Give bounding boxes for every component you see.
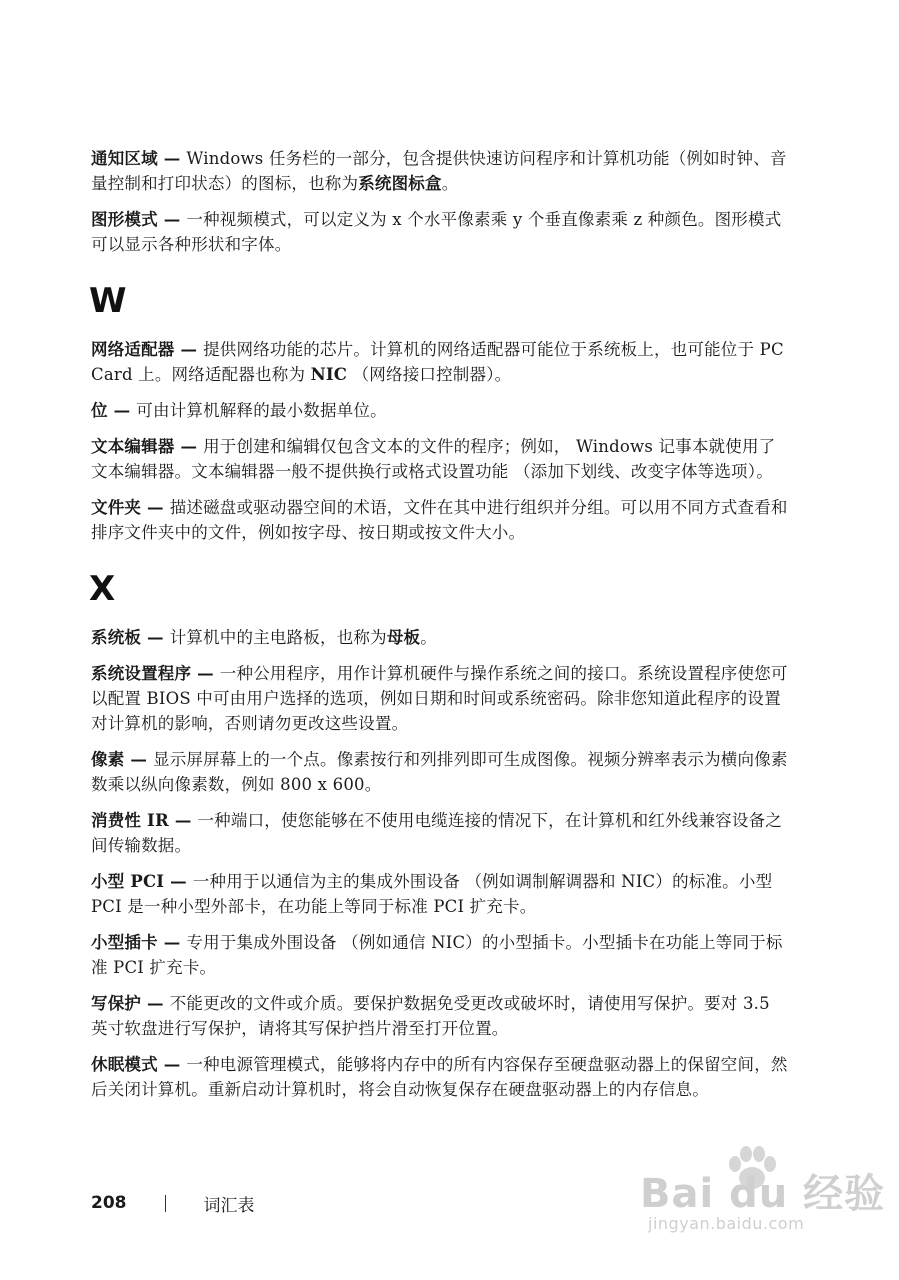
entry-term: 网络适配器 (91, 340, 175, 359)
entry-text: 专用于集成外围设备 （例如通信 NIC）的小型插卡。小型插卡在功能上等同于标准 PCI 扩充卡。 (91, 933, 783, 977)
glossary-entry (91, 434, 791, 484)
entry-term: 休眠模式 (91, 1055, 158, 1074)
entry-text: Windows 任务栏的一部分，包含提供快速访问程序和计算机功能（例如时钟、音量控制和打印状态）的图标，也称为 (91, 149, 787, 193)
page-footer (91, 1188, 255, 1218)
glossary-entry (91, 146, 791, 196)
glossary-entry (91, 661, 791, 736)
entry-text: 显示屏屏幕上的一个点。像素按行和列排列即可生成图像。视频分辨率表示为横向像素数乘以纵向像素数，例如 800 x 600。 (91, 750, 788, 794)
entry-dash: — (107, 401, 137, 420)
entry-term: 通知区域 (91, 149, 158, 168)
glossary-entry (91, 207, 791, 257)
entry-dash: — (157, 149, 187, 168)
entry-emphasis: 母板 (386, 628, 421, 647)
entry-term: 消费性 IR (91, 811, 169, 830)
entry-text-end: 。 (441, 174, 459, 193)
glossary-entry (91, 991, 791, 1041)
entry-text-end: （网络接口控制器）。 (347, 365, 512, 384)
entry-text: 一种端口，使您能够在不使用电缆连接的情况下，在计算机和红外线兼容设备之间传输数据。 (91, 811, 782, 855)
entry-term: 小型 PCI (91, 872, 165, 891)
entry-dash: — (141, 498, 170, 517)
entry-text: 一种电源管理模式，能够将内存中的所有内容保存至硬盘驱动器上的保留空间，然后关闭计算机。重新启动计算机时，将会自动恢复保存在硬盘驱动器上的内存信息。 (91, 1055, 788, 1099)
entry-text: 一种公用程序，用作计算机硬件与操作系统之间的接口。系统设置程序使您可以配置 BIOS 中可由用户选择的选项，例如日期和时间或系统密码。除非您知道此程序的设置对计算机的影响，否则请勿更改这些设置。 (91, 664, 788, 733)
entry-dash: — (124, 750, 153, 769)
entry-dash: — (174, 437, 204, 456)
entry-term: 写保护 (91, 994, 142, 1013)
glossary-entry (91, 1052, 791, 1102)
glossary-entry (91, 398, 791, 423)
watermark-url: jingyan.baidu.com (648, 1214, 805, 1233)
entry-term: 位 (91, 401, 108, 420)
glossary-entry (91, 869, 791, 919)
entry-text: 描述磁盘或驱动器空间的术语，文件在其中进行组织并分组。可以用不同方式查看和排序文件夹中的文件，例如按字母、按日期或按文件大小。 (91, 498, 788, 542)
watermark-brand: Bai du 经验 (640, 1171, 886, 1217)
glossary-entry (91, 808, 791, 858)
entry-term: 系统板 (91, 628, 142, 647)
entry-emphasis: 系统图标盒 (358, 174, 442, 193)
entry-text-end: 。 (420, 628, 437, 647)
entry-dash: — (168, 811, 198, 830)
entry-term: 图形模式 (91, 210, 158, 229)
entry-dash: — (164, 872, 193, 891)
page-number: 208 (91, 1193, 127, 1213)
entry-text: 用于创建和编辑仅包含文本的文件的程序；例如， Windows 记事本就使用了文本编辑器。文本编辑器一般不提供换行或格式设置功能 （添加下划线、改变字体等选项）。 (91, 437, 776, 481)
entry-term: 文件夹 (91, 498, 142, 517)
glossary-content (91, 146, 791, 1113)
entry-text: 一种视频模式，可以定义为 x 个水平像素乘 y 个垂直像素乘 z 种颜色。图形模式可以显示各种形状和字体。 (91, 210, 782, 254)
entry-text: 一种用于以通信为主的集成外围设备 （例如调制解调器和 NIC）的标准。小型 PCI 是一种小型外部卡，在功能上等同于标准 PCI 扩充卡。 (91, 872, 773, 916)
entry-term: 系统设置程序 (91, 664, 192, 683)
entry-dash: — (141, 628, 170, 647)
glossary-entry (91, 495, 791, 545)
entry-text: 计算机中的主电路板，也称为 (169, 628, 387, 647)
entry-dash: — (174, 340, 204, 359)
entry-dash: — (157, 210, 187, 229)
entry-term: 小型插卡 (91, 933, 158, 952)
footer-title: 词汇表 (203, 1195, 255, 1216)
entry-dash: — (191, 664, 220, 683)
entry-term: 文本编辑器 (91, 437, 175, 456)
watermark (640, 1140, 885, 1240)
glossary-entry (91, 625, 791, 650)
entry-dash: — (141, 994, 170, 1013)
entry-term: 像素 (91, 750, 125, 769)
section-heading-w: W (89, 281, 127, 321)
entry-emphasis: NIC (310, 365, 348, 384)
section-heading-x: X (89, 569, 116, 609)
entry-dash: — (157, 933, 187, 952)
entry-text: 不能更改的文件或介质。要保护数据免受更改或破坏时，请使用写保护。要对 3.5 英寸软盘进行写保护，请将其写保护挡片滑至打开位置。 (91, 994, 770, 1038)
entry-dash: — (157, 1055, 187, 1074)
glossary-entry (91, 747, 791, 797)
glossary-entry (91, 930, 791, 980)
glossary-entry (91, 337, 791, 387)
footer-divider (165, 1195, 166, 1212)
entry-text: 可由计算机解释的最小数据单位。 (136, 401, 387, 420)
entry-text: 提供网络功能的芯片。计算机的网络适配器可能位于系统板上，也可能位于 PC Card 上。网络适配器也称为 (91, 340, 784, 384)
